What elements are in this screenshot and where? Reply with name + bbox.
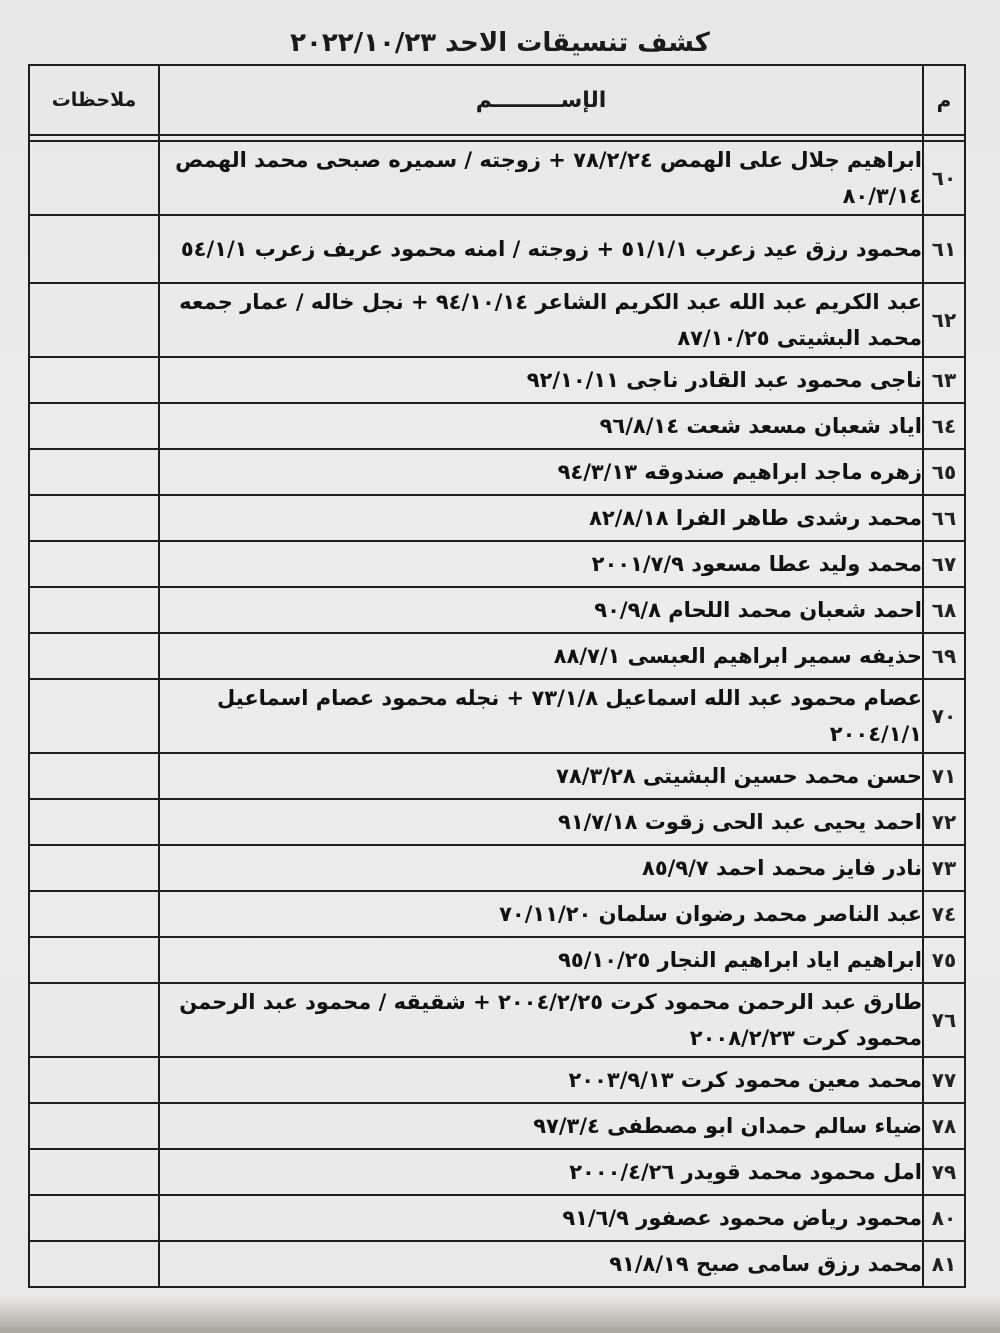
- row-name: احمد شعبان محمد اللحام ٩٠/٩/٨: [159, 587, 923, 633]
- row-name: محمد وليد عطا مسعود ٢٠٠١/٧/٩: [159, 541, 923, 587]
- row-number: ٧٠: [923, 679, 965, 753]
- row-number: ٧٧: [923, 1057, 965, 1103]
- row-notes: [29, 541, 159, 587]
- table-row: [29, 283, 965, 357]
- table-row: [29, 679, 965, 753]
- table-row: [29, 799, 965, 845]
- table-row: [29, 403, 965, 449]
- row-number: ٦٧: [923, 541, 965, 587]
- header-number: م: [923, 65, 965, 135]
- row-name: محمد معين محمود كرت ٢٠٠٣/٩/١٣: [159, 1057, 923, 1103]
- row-notes: [29, 587, 159, 633]
- row-number: ٨٠: [923, 1195, 965, 1241]
- page-title: كشف تنسيقات الاحد ٢٠٢٢/١٠/٢٣: [290, 28, 710, 58]
- row-notes: [29, 753, 159, 799]
- row-number: ٧٢: [923, 799, 965, 845]
- row-name: امل محمود محمد قويدر ٢٠٠٠/٤/٢٦: [159, 1149, 923, 1195]
- row-notes: [29, 1149, 159, 1195]
- page-shadow: [0, 1297, 1000, 1333]
- row-notes: [29, 845, 159, 891]
- row-name: اياد شعبان مسعد شعت ٩٦/٨/١٤: [159, 403, 923, 449]
- row-number: ٧٤: [923, 891, 965, 937]
- table-row: [29, 983, 965, 1057]
- row-notes: [29, 799, 159, 845]
- row-notes: [29, 679, 159, 753]
- row-notes: [29, 633, 159, 679]
- row-number: ٦٤: [923, 403, 965, 449]
- row-name: ابراهيم جلال على الهمص ٧٨/٢/٢٤ + زوجته / سميره صبحى محمد الهمص ٨٠/٣/١٤: [159, 141, 923, 215]
- table-row: [29, 495, 965, 541]
- row-notes: [29, 357, 159, 403]
- row-number: ٦٣: [923, 357, 965, 403]
- row-name: عبد الكريم عبد الله عبد الكريم الشاعر ٩٤/١٠/١٤ + نجل خاله / عمار جمعه محمد البشيتى ٨٧/١٠/٢٥: [159, 283, 923, 357]
- table-row: [29, 541, 965, 587]
- row-number: ٦٢: [923, 283, 965, 357]
- row-number: ٦٥: [923, 449, 965, 495]
- row-name: حسن محمد حسين البشيتى ٧٨/٣/٢٨: [159, 753, 923, 799]
- row-name: عبد الناصر محمد رضوان سلمان ٧٠/١١/٢٠: [159, 891, 923, 937]
- row-number: ٧٦: [923, 983, 965, 1057]
- table-row: [29, 1241, 965, 1287]
- row-notes: [29, 1103, 159, 1149]
- row-notes: [29, 1195, 159, 1241]
- row-number: ٧١: [923, 753, 965, 799]
- row-number: ٦٨: [923, 587, 965, 633]
- row-notes: [29, 283, 159, 357]
- header-name-label: الإســـــــــم: [475, 87, 607, 113]
- table-row: [29, 1057, 965, 1103]
- table-body: [29, 135, 965, 1287]
- table-row: [29, 1103, 965, 1149]
- row-notes: [29, 937, 159, 983]
- row-name: محمد رزق سامى صبح ٩١/٨/١٩: [159, 1241, 923, 1287]
- list-table: [28, 64, 966, 1288]
- row-notes: [29, 495, 159, 541]
- row-name: زهره ماجد ابراهيم صندوقه ٩٤/٣/١٣: [159, 449, 923, 495]
- row-name: محمود رزق عيد زعرب ٥١/١/١ + زوجته / امنه محمود عريف زعرب ٥٤/١/١: [159, 215, 923, 283]
- row-notes: [29, 891, 159, 937]
- row-notes: [29, 983, 159, 1057]
- row-name: ضياء سالم حمدان ابو مصطفى ٩٧/٣/٤: [159, 1103, 923, 1149]
- row-name: احمد يحيى عبد الحى زقوت ٩١/٧/١٨: [159, 799, 923, 845]
- row-number: ٧٨: [923, 1103, 965, 1149]
- table-header-row: [29, 65, 965, 135]
- row-name: محمود رياض محمود عصفور ٩١/٦/٩: [159, 1195, 923, 1241]
- table-row: [29, 141, 965, 215]
- row-number: ٧٩: [923, 1149, 965, 1195]
- table-row: [29, 891, 965, 937]
- row-number: ٦٩: [923, 633, 965, 679]
- table-row: [29, 1195, 965, 1241]
- table-row: [29, 845, 965, 891]
- table-row: [29, 753, 965, 799]
- row-name: طارق عبد الرحمن محمود كرت ٢٠٠٤/٢/٢٥ + شقيقه / محمود عبد الرحمن محمود كرت ٢٠٠٨/٢/٢٣: [159, 983, 923, 1057]
- table-row: [29, 357, 965, 403]
- row-name: نادر فايز محمد احمد ٨٥/٩/٧: [159, 845, 923, 891]
- table-row: [29, 587, 965, 633]
- row-number: ٧٥: [923, 937, 965, 983]
- table-row: [29, 633, 965, 679]
- row-name: حذيفه سمير ابراهيم العبسى ٨٨/٧/١: [159, 633, 923, 679]
- row-notes: [29, 141, 159, 215]
- row-notes: [29, 1057, 159, 1103]
- row-name: محمد رشدى طاهر الفرا ٨٢/٨/١٨: [159, 495, 923, 541]
- row-number: ٦١: [923, 215, 965, 283]
- row-name: ابراهيم اياد ابراهيم النجار ٩٥/١٠/٢٥: [159, 937, 923, 983]
- table-row: [29, 449, 965, 495]
- table-row: [29, 937, 965, 983]
- row-number: ٧٣: [923, 845, 965, 891]
- row-notes: [29, 215, 159, 283]
- row-number: ٦٠: [923, 141, 965, 215]
- header-notes: ملاحظات: [29, 65, 159, 135]
- row-notes: [29, 403, 159, 449]
- row-name: ناجى محمود عبد القادر ناجى ٩٢/١٠/١١: [159, 357, 923, 403]
- table-row: [29, 1149, 965, 1195]
- row-number: ٦٦: [923, 495, 965, 541]
- header-name: [159, 65, 923, 135]
- row-name: عصام محمود عبد الله اسماعيل ٧٣/١/٨ + نجله محمود عصام اسماعيل ٢٠٠٤/١/١: [159, 679, 923, 753]
- row-number: ٨١: [923, 1241, 965, 1287]
- row-notes: [29, 1241, 159, 1287]
- table-row: [29, 215, 965, 283]
- row-notes: [29, 449, 159, 495]
